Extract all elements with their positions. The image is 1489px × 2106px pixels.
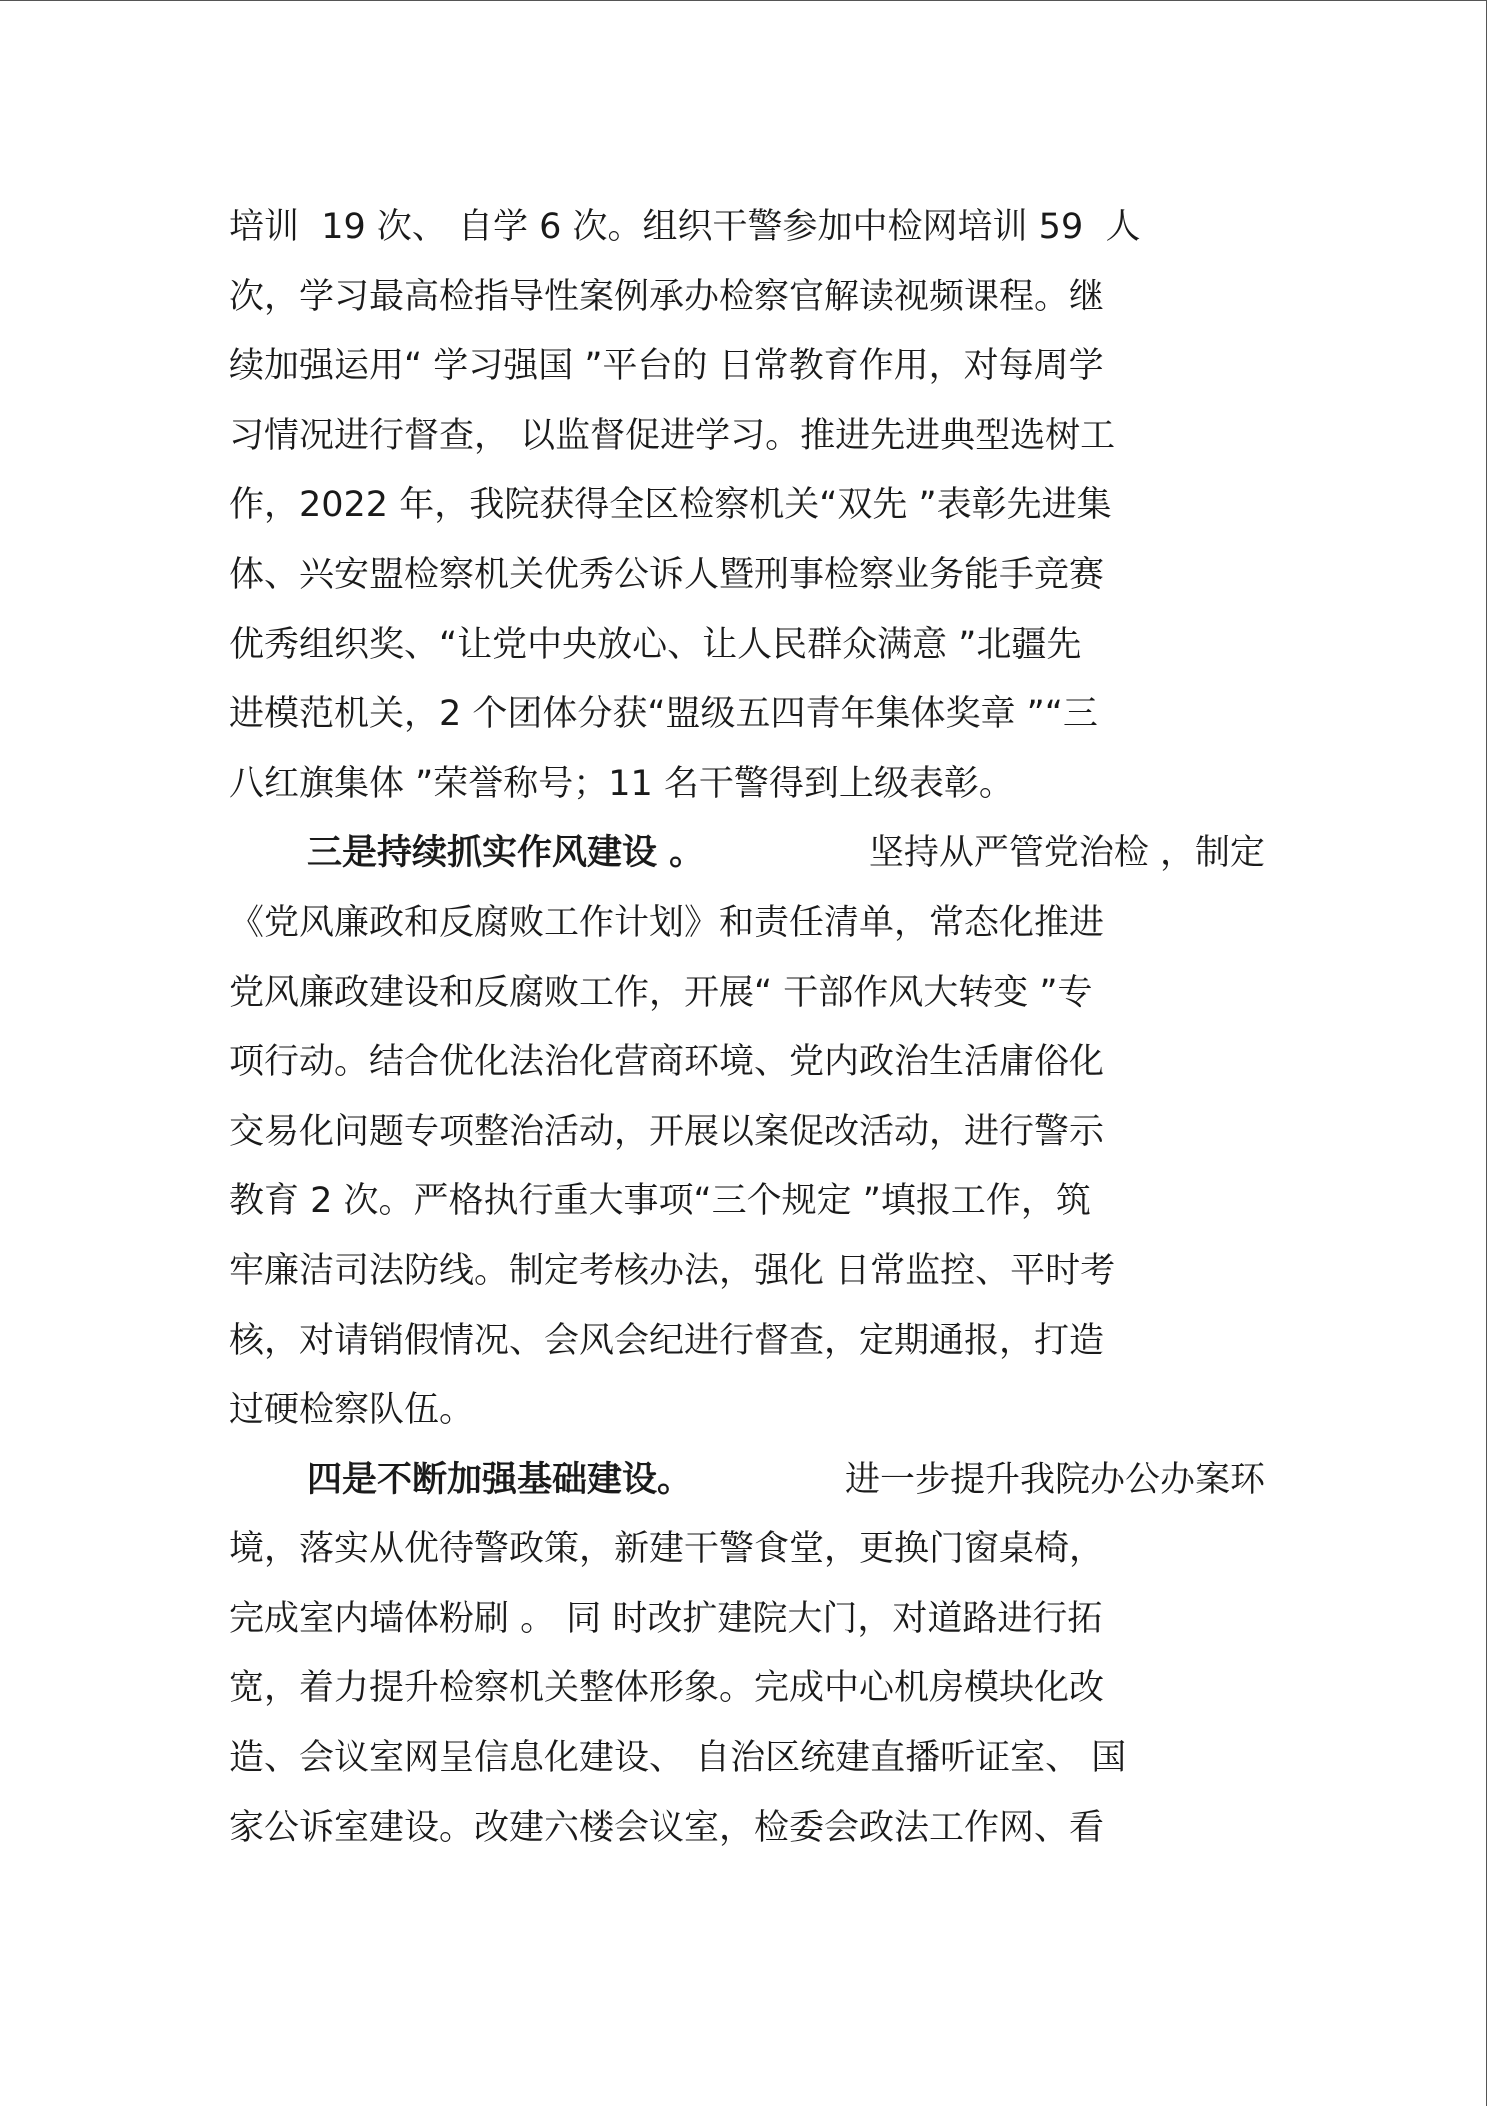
text-line: 宽，着力提升检察机关整体形象。完成中心机房模块化改 [229,1668,1105,1709]
text-line: 核，对请销假情况、会风会纪进行督查，定期通报，打造 [229,1320,1105,1361]
text-line: 续加强运用“ 学习强国 ”平台的 日常教育作用，对每周学 [229,346,1104,387]
paragraph-1 [229,193,1265,819]
text-line: 交易化问题专项整治活动，开展以案促改活动，进行警示 [229,1111,1105,1152]
text-line: 家公诉室建设。改建六楼会议室，检委会政法工作网、看 [229,1807,1105,1848]
paragraph-3 [229,1446,1265,1864]
text-line: 造、会议室网呈信息化建设、 自治区统建直播听证室、 国 [229,1738,1127,1779]
text-line: 进模范机关，2 个团体分获“盟级五四青年集体奖章 ”“三 [229,694,1098,735]
text-line: 培训 19 次、 自学 6 次。组织干警参加中检网培训 59 人 [229,207,1141,247]
text-line: 教育 2 次。严格执行重大事项“三个规定 ”填报工作，筑 [229,1181,1091,1222]
text-line: 过硬检察队伍。 [229,1390,475,1431]
text-line: 牢廉洁司法防线。制定考核办法，强化 日常监控、平时考 [229,1250,1116,1291]
paragraph-2 [229,819,1265,1445]
text-line: 完成室内墙体粉刷 。 同 时改扩建院大门，对道路进行拓 [229,1598,1103,1639]
document-body [229,193,1265,1863]
text-line: 作，2022 年，我院获得全区检察机关“双先 ”表彰先进集 [229,485,1112,526]
paragraph-heading: 四是不断加强基础建设。 [307,1459,693,1500]
text-line: 党风廉政建设和反腐败工作，开展“ 干部作风大转变 ”专 [229,972,1093,1013]
text-line: 《党风廉政和反腐败工作计划》和责任清单，常态化推进 [229,902,1105,943]
text-line: 体、兴安盟检察机关优秀公诉人暨刑事检察业务能手竞赛 [229,554,1105,595]
text-line: 习情况进行督查， 以监督促进学习。推进先进典型选树工 [229,415,1116,456]
text-line: 项行动。结合优化法治化营商环境、党内政治生活庸俗化 [229,1042,1105,1083]
text-line: 次，学习最高检指导性案例承办检察官解读视频课程。继 [229,276,1105,317]
paragraph-heading: 三是持续抓实作风建设 。 [307,833,705,874]
text-line: 四是不断加强基础建设。 进一步提升我院办公办案环 [229,1446,1265,1516]
text-line: 境，落实从优待警政策，新建干警食堂，更换门窗桌椅， [229,1529,1105,1570]
text-line: 八红旗集体 ”荣誉称号；11 名干警得到上级表彰。 [229,763,1014,804]
text-line: 优秀组织奖、“让党中央放心、让人民群众满意 ”北疆先 [229,624,1082,665]
text-line: 三是持续抓实作风建设 。 坚持从严管党治检 ，制定 [229,819,1265,889]
